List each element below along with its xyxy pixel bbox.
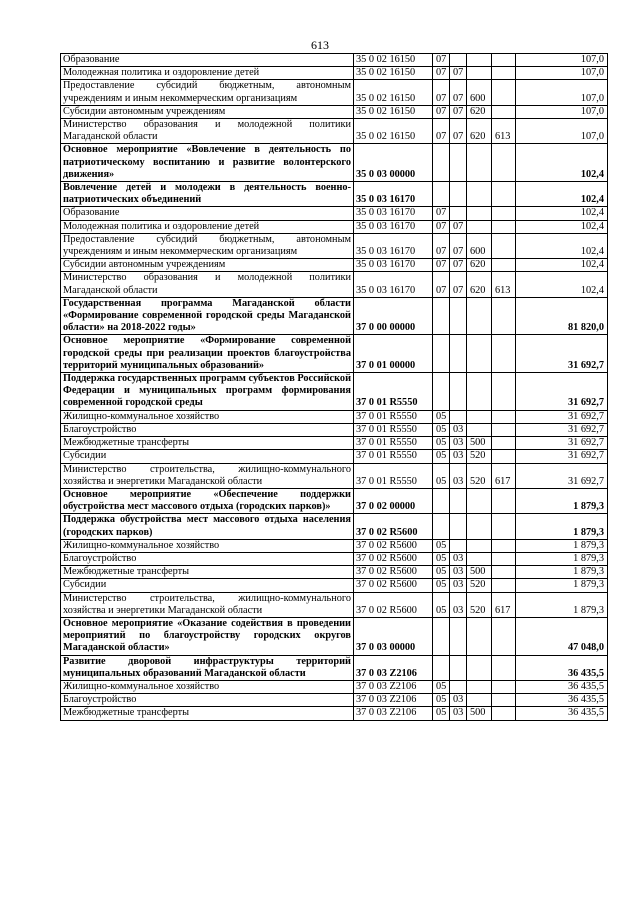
subsection-code: 03 — [450, 579, 467, 592]
amount: 1 879,3 — [516, 539, 608, 552]
subsection-code: 03 — [450, 707, 467, 720]
section-code: 05 — [433, 423, 450, 436]
row-name: Жилищно-коммунальное хозяйство — [61, 410, 354, 423]
ministry-code — [492, 144, 516, 182]
target-code: 37 0 02 R5600 — [354, 566, 433, 579]
section-code: 07 — [433, 259, 450, 272]
subsection-code: 07 — [450, 105, 467, 118]
target-code: 37 0 02 00000 — [354, 488, 433, 513]
row-name: Образование — [61, 207, 354, 220]
row-name: Благоустройство — [61, 694, 354, 707]
table-row — [61, 566, 608, 579]
ministry-code — [492, 67, 516, 80]
expense-type-code — [467, 373, 492, 411]
page-number: 613 — [311, 38, 329, 52]
row-name: Поддержка государственных программ субъектов Российской Федерации и муниципальных программ формирования современной городской среды — [61, 373, 354, 411]
subsection-code: 03 — [450, 437, 467, 450]
target-code: 35 0 02 16150 — [354, 54, 433, 67]
ministry-code — [492, 680, 516, 693]
subsection-code — [450, 514, 467, 539]
section-code: 07 — [433, 119, 450, 144]
table-row — [61, 655, 608, 680]
subsection-code: 07 — [450, 119, 467, 144]
subsection-code — [450, 182, 467, 207]
target-code: 35 0 02 16150 — [354, 119, 433, 144]
section-code — [433, 488, 450, 513]
section-code: 05 — [433, 680, 450, 693]
subsection-code — [450, 144, 467, 182]
section-code: 07 — [433, 233, 450, 258]
row-name: Министерство строительства, жилищно-коммунального хозяйства и энергетики Магаданской области — [61, 592, 354, 617]
expense-type-code: 500 — [467, 707, 492, 720]
section-code — [433, 655, 450, 680]
section-code: 07 — [433, 54, 450, 67]
table-row — [61, 539, 608, 552]
subsection-code: 07 — [450, 80, 467, 105]
row-name: Министерство образования и молодежной политики Магаданской области — [61, 272, 354, 297]
expense-type-code: 520 — [467, 450, 492, 463]
amount: 1 879,3 — [516, 552, 608, 565]
row-name: Субсидии — [61, 579, 354, 592]
target-code: 35 0 02 16150 — [354, 67, 433, 80]
row-name: Межбюджетные трансферты — [61, 707, 354, 720]
expense-type-code: 500 — [467, 566, 492, 579]
ministry-code — [492, 80, 516, 105]
subsection-code: 03 — [450, 592, 467, 617]
ministry-code: 613 — [492, 272, 516, 297]
target-code: 35 0 03 16170 — [354, 182, 433, 207]
target-code: 37 0 03 Z2106 — [354, 680, 433, 693]
expense-type-code — [467, 220, 492, 233]
ministry-code — [492, 437, 516, 450]
ministry-code — [492, 539, 516, 552]
ministry-code — [492, 655, 516, 680]
subsection-code: 03 — [450, 552, 467, 565]
expense-type-code — [467, 410, 492, 423]
expense-type-code: 520 — [467, 463, 492, 488]
ministry-code — [492, 373, 516, 411]
amount: 36 435,5 — [516, 680, 608, 693]
ministry-code: 617 — [492, 592, 516, 617]
section-code: 07 — [433, 80, 450, 105]
target-code: 37 0 02 R5600 — [354, 579, 433, 592]
target-code: 37 0 02 R5600 — [354, 552, 433, 565]
ministry-code: 613 — [492, 119, 516, 144]
row-name: Предоставление субсидий бюджетным, автономным учреждениям и иным некоммерческим организациям — [61, 80, 354, 105]
row-name: Предоставление субсидий бюджетным, автономным учреждениям и иным некоммерческим организациям — [61, 233, 354, 258]
subsection-code — [450, 655, 467, 680]
amount: 107,0 — [516, 105, 608, 118]
expense-type-code: 600 — [467, 233, 492, 258]
amount: 1 879,3 — [516, 514, 608, 539]
table-row — [61, 220, 608, 233]
amount: 31 692,7 — [516, 373, 608, 411]
table-row — [61, 694, 608, 707]
ministry-code — [492, 335, 516, 373]
subsection-code — [450, 539, 467, 552]
row-name: Субсидии — [61, 450, 354, 463]
table-body — [61, 54, 608, 721]
expense-type-code — [467, 539, 492, 552]
section-code: 05 — [433, 539, 450, 552]
amount: 1 879,3 — [516, 488, 608, 513]
section-code — [433, 514, 450, 539]
section-code: 05 — [433, 592, 450, 617]
expense-type-code: 500 — [467, 437, 492, 450]
expense-type-code — [467, 617, 492, 655]
subsection-code — [450, 335, 467, 373]
section-code: 07 — [433, 105, 450, 118]
amount: 1 879,3 — [516, 566, 608, 579]
subsection-code: 07 — [450, 233, 467, 258]
ministry-code — [492, 410, 516, 423]
row-name: Основное мероприятие «Оказание содействия в проведении мероприятий по благоустройству городских округов Магаданской области» — [61, 617, 354, 655]
expense-type-code — [467, 423, 492, 436]
ministry-code — [492, 297, 516, 335]
row-name: Основное мероприятие «Вовлечение в деятельность по патриотическому воспитанию и развитие волонтерского движения» — [61, 144, 354, 182]
expense-type-code — [467, 144, 492, 182]
target-code: 35 0 03 16170 — [354, 259, 433, 272]
expense-type-code: 620 — [467, 272, 492, 297]
section-code — [433, 182, 450, 207]
section-code: 05 — [433, 707, 450, 720]
table-row — [61, 297, 608, 335]
expense-type-code: 600 — [467, 80, 492, 105]
target-code: 35 0 03 00000 — [354, 144, 433, 182]
table-row — [61, 410, 608, 423]
table-row — [61, 707, 608, 720]
expense-type-code: 520 — [467, 579, 492, 592]
table-row — [61, 272, 608, 297]
table-row — [61, 463, 608, 488]
target-code: 37 0 02 R5600 — [354, 539, 433, 552]
table-row — [61, 617, 608, 655]
target-code: 35 0 03 16170 — [354, 220, 433, 233]
row-name: Молодежная политика и оздоровление детей — [61, 220, 354, 233]
target-code: 37 0 01 R5550 — [354, 373, 433, 411]
expense-type-code — [467, 207, 492, 220]
target-code: 37 0 02 R5600 — [354, 514, 433, 539]
section-code: 05 — [433, 566, 450, 579]
subsection-code: 07 — [450, 67, 467, 80]
target-code: 37 0 00 00000 — [354, 297, 433, 335]
target-code: 37 0 02 R5600 — [354, 592, 433, 617]
ministry-code — [492, 707, 516, 720]
row-name: Субсидии автономным учреждениям — [61, 259, 354, 272]
row-name: Образование — [61, 54, 354, 67]
subsection-code — [450, 410, 467, 423]
expense-type-code — [467, 655, 492, 680]
ministry-code — [492, 423, 516, 436]
amount: 31 692,7 — [516, 335, 608, 373]
table-row — [61, 437, 608, 450]
amount: 102,4 — [516, 259, 608, 272]
expense-type-code: 620 — [467, 119, 492, 144]
ministry-code — [492, 579, 516, 592]
table-row — [61, 54, 608, 67]
section-code: 07 — [433, 272, 450, 297]
row-name: Жилищно-коммунальное хозяйство — [61, 539, 354, 552]
ministry-code — [492, 566, 516, 579]
amount: 47 048,0 — [516, 617, 608, 655]
subsection-code: 03 — [450, 694, 467, 707]
table-row — [61, 233, 608, 258]
ministry-code — [492, 207, 516, 220]
subsection-code — [450, 297, 467, 335]
subsection-code — [450, 617, 467, 655]
table-row — [61, 680, 608, 693]
ministry-code — [492, 220, 516, 233]
section-code: 07 — [433, 67, 450, 80]
section-code: 05 — [433, 410, 450, 423]
amount: 107,0 — [516, 119, 608, 144]
amount: 1 879,3 — [516, 579, 608, 592]
section-code — [433, 335, 450, 373]
section-code: 05 — [433, 694, 450, 707]
table-row — [61, 144, 608, 182]
amount: 102,4 — [516, 233, 608, 258]
subsection-code: 07 — [450, 220, 467, 233]
table-row — [61, 335, 608, 373]
table-row — [61, 182, 608, 207]
target-code: 35 0 03 16170 — [354, 207, 433, 220]
table-row — [61, 80, 608, 105]
table-row — [61, 373, 608, 411]
amount: 31 692,7 — [516, 450, 608, 463]
section-code: 05 — [433, 450, 450, 463]
ministry-code — [492, 617, 516, 655]
amount: 107,0 — [516, 80, 608, 105]
amount: 36 435,5 — [516, 694, 608, 707]
target-code: 35 0 02 16150 — [354, 80, 433, 105]
amount: 102,4 — [516, 144, 608, 182]
ministry-code — [492, 54, 516, 67]
target-code: 37 0 01 00000 — [354, 335, 433, 373]
section-code — [433, 144, 450, 182]
row-name: Министерство образования и молодежной политики Магаданской области — [61, 119, 354, 144]
amount: 31 692,7 — [516, 463, 608, 488]
row-name: Межбюджетные трансферты — [61, 566, 354, 579]
table-row — [61, 105, 608, 118]
table-row — [61, 423, 608, 436]
amount: 102,4 — [516, 220, 608, 233]
target-code: 37 0 03 Z2106 — [354, 707, 433, 720]
table-row — [61, 259, 608, 272]
ministry-code — [492, 694, 516, 707]
ministry-code: 617 — [492, 463, 516, 488]
table-row — [61, 119, 608, 144]
target-code: 37 0 01 R5550 — [354, 437, 433, 450]
subsection-code — [450, 488, 467, 513]
table-row — [61, 514, 608, 539]
table-row — [61, 488, 608, 513]
section-code: 05 — [433, 463, 450, 488]
target-code: 35 0 03 16170 — [354, 272, 433, 297]
row-name: Межбюджетные трансферты — [61, 437, 354, 450]
amount: 31 692,7 — [516, 437, 608, 450]
section-code: 05 — [433, 437, 450, 450]
ministry-code — [492, 514, 516, 539]
amount: 102,4 — [516, 207, 608, 220]
section-code: 07 — [433, 207, 450, 220]
ministry-code — [492, 182, 516, 207]
expense-type-code — [467, 514, 492, 539]
expense-type-code — [467, 67, 492, 80]
row-name: Жилищно-коммунальное хозяйство — [61, 680, 354, 693]
section-code — [433, 373, 450, 411]
ministry-code — [492, 259, 516, 272]
table-row — [61, 207, 608, 220]
ministry-code — [492, 552, 516, 565]
table-row — [61, 67, 608, 80]
subsection-code — [450, 54, 467, 67]
subsection-code — [450, 373, 467, 411]
target-code: 37 0 01 R5550 — [354, 450, 433, 463]
target-code: 35 0 03 16170 — [354, 233, 433, 258]
row-name: Основное мероприятие «Формирование современной городской среды при реализации проектов благоустройства территорий муниципальных образований» — [61, 335, 354, 373]
ministry-code — [492, 105, 516, 118]
row-name: Благоустройство — [61, 552, 354, 565]
row-name: Вовлечение детей и молодежи в деятельность военно-патриотических объединений — [61, 182, 354, 207]
ministry-code — [492, 450, 516, 463]
subsection-code: 03 — [450, 463, 467, 488]
expense-type-code — [467, 54, 492, 67]
amount: 102,4 — [516, 182, 608, 207]
subsection-code: 07 — [450, 259, 467, 272]
row-name: Поддержка обустройства мест массового отдыха населения (городских парков) — [61, 514, 354, 539]
row-name: Министерство строительства, жилищно-коммунального хозяйства и энергетики Магаданской области — [61, 463, 354, 488]
expense-type-code — [467, 552, 492, 565]
expense-type-code — [467, 335, 492, 373]
table-row — [61, 450, 608, 463]
amount: 1 879,3 — [516, 592, 608, 617]
expense-type-code — [467, 182, 492, 207]
expense-type-code: 620 — [467, 105, 492, 118]
table-row — [61, 552, 608, 565]
amount: 107,0 — [516, 54, 608, 67]
row-name: Молодежная политика и оздоровление детей — [61, 67, 354, 80]
ministry-code — [492, 233, 516, 258]
target-code: 37 0 03 Z2106 — [354, 655, 433, 680]
table-row — [61, 592, 608, 617]
section-code: 07 — [433, 220, 450, 233]
amount: 31 692,7 — [516, 410, 608, 423]
row-name: Развитие дворовой инфраструктуры территорий муниципальных образований Магаданской области — [61, 655, 354, 680]
amount: 36 435,5 — [516, 707, 608, 720]
row-name: Основное мероприятие «Обеспечение поддержки обустройства мест массового отдыха (городских парков)» — [61, 488, 354, 513]
amount: 102,4 — [516, 272, 608, 297]
target-code: 35 0 02 16150 — [354, 105, 433, 118]
expense-type-code — [467, 488, 492, 513]
amount: 107,0 — [516, 67, 608, 80]
row-name: Субсидии автономным учреждениям — [61, 105, 354, 118]
subsection-code — [450, 680, 467, 693]
ministry-code — [492, 488, 516, 513]
target-code: 37 0 03 Z2106 — [354, 694, 433, 707]
row-name: Благоустройство — [61, 423, 354, 436]
target-code: 37 0 01 R5550 — [354, 423, 433, 436]
subsection-code: 03 — [450, 566, 467, 579]
target-code: 37 0 01 R5550 — [354, 410, 433, 423]
section-code — [433, 297, 450, 335]
amount: 36 435,5 — [516, 655, 608, 680]
expense-type-code — [467, 694, 492, 707]
section-code: 05 — [433, 552, 450, 565]
subsection-code — [450, 207, 467, 220]
expense-type-code: 620 — [467, 259, 492, 272]
expense-type-code: 520 — [467, 592, 492, 617]
row-name: Государственная программа Магаданской области «Формирование современной городской среды Магаданской области» на 2018-2022 годы» — [61, 297, 354, 335]
amount: 81 820,0 — [516, 297, 608, 335]
target-code: 37 0 03 00000 — [354, 617, 433, 655]
section-code: 05 — [433, 579, 450, 592]
subsection-code: 03 — [450, 450, 467, 463]
section-code — [433, 617, 450, 655]
target-code: 37 0 01 R5550 — [354, 463, 433, 488]
budget-table — [60, 53, 608, 721]
table-row — [61, 579, 608, 592]
subsection-code: 03 — [450, 423, 467, 436]
expense-type-code — [467, 297, 492, 335]
subsection-code: 07 — [450, 272, 467, 297]
expense-type-code — [467, 680, 492, 693]
amount: 31 692,7 — [516, 423, 608, 436]
